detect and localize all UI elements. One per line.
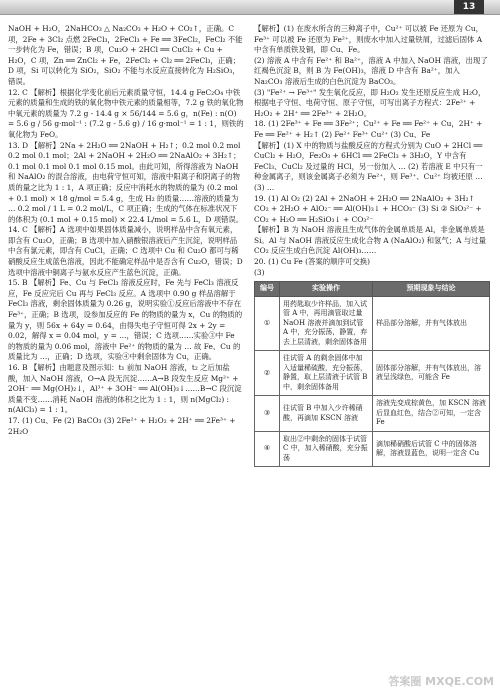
paragraph: 【解析】B 为 NaOH 溶液且生成气体的金属单质是 Al，非金属单质是 Si。Al 与 NaOH 溶液反应生成化合物 A (NaAlO₂) 和氢气；A 与过量 CO₂ 反应生成白色沉淀 Al(OH)₃…… (254, 225, 487, 256)
paragraph: 17. (1) Cu、Fe (2) BaCO₃ (3) 2Fe²⁺ + H₂O₂ + 2H⁺ ══ 2Fe³⁺ + 2H₂O (8, 415, 236, 436)
table-row (255, 396, 490, 432)
table-header-row (255, 282, 490, 297)
table-cell-result: 滴加稀硝酸后试管 C 中的固体溶解，溶液显蓝色，说明一定含 Cu (373, 431, 490, 467)
paragraph: (2) 溶液 A 中含有 Fe²⁺ 和 Ba²⁺，溶液 A 中加入 NaOH 溶液，出现了红褐色沉淀 B，则 B 为 Fe(OH)₃，溶液 D 中含有 Ba²⁺，加入 Na₂CO₃ 溶液后生成的白色沉淀为 BaCO₃。 (254, 55, 488, 86)
watermark: 答案圈 MXQE.COM (388, 675, 494, 688)
paragraph: 19. (1) Al O₂ (2) 2Al + 2NaOH + 2H₂O ══ 2NaAlO₂ + 3H₂↑ CO₂ + 2H₂O + AlO₂⁻ ══ Al(OH)₃↓ + HCO₃⁻ (3) Si ② SiO₃²⁻ + CO₂ + H₂O ══ H₂SiO₃↓ + CO₃²⁻ (254, 193, 482, 224)
table-cell-number: ③ (255, 396, 280, 432)
table-cell-operation: 往试管 B 中加入少许稀硝酸，再滴加 KSCN 溶液 (280, 396, 373, 432)
paragraph: (3) "Fe²⁺ → Fe³⁺" 发生氧化反应，即 H₂O₂ 发生还原反应生成 H₂O，根据电子守恒、电荷守恒、原子守恒，可写出离子方程式：2Fe²⁺ + H₂O₂ + 2H⁺ ══ 2Fe³⁺ + 2H₂O。 (254, 87, 486, 118)
right-column (254, 24, 490, 467)
paragraph: 【解析】(1) X 中的物质与盐酸反应的方程式分别为 CuO + 2HCl ══ CuCl₂ + H₂O，Fe₂O₃ + 6HCl ══ 2FeCl₃ + 3H₂O，Y 中含有 FeCl₃、CuCl₂ 及过量的 HCl，另一份加入 … (2) 若溶液 E 中只有一种金属离子，则该金属离子必须为 Fe²⁺，则 Fe³⁺、Cu²⁺ 均被还原 … (3) … (254, 140, 483, 192)
paragraph: 16. B 【解析】由题意及图示知：t₁ 前加 NaOH 溶液，t₂ 之后加盐酸，加入 NaOH 溶液，O→A 段无沉淀……A→B 段发生反应 Mg²⁺ + 2OH⁻ ══ Mg(OH)₂↓，Al³⁺ + 3OH⁻ ══ Al(OH)₃↓……B→C 段沉淀质量不变……消耗 NaOH 溶液的体积之比为 1 : 1，则 n(MgCl₂) : n(AlCl₃) = 1 : 1。 (8, 363, 242, 415)
paragraph: 【解析】(1) 在废水所含的三种离子中，Cu²⁺ 可以被 Fe 还原为 Cu，Fe³⁺ 可以被 Fe 还原为 Fe²⁺，则废水中加入过量铁屑，过滤后固体 A 中含有单质铁及铜，即 Cu、Fe。 (254, 24, 483, 55)
paragraph: 20. (1) Cu Fe (答案的顺序可交换) (254, 257, 371, 267)
column-header: 预期现象与结论 (373, 282, 490, 297)
table-cell-result: 样品部分溶解，并有气体放出 (373, 296, 490, 351)
table-row (255, 351, 490, 396)
paragraph: 13. D 【解析】2Na + 2H₂O ══ 2NaOH + H₂↑；0.2 mol 0.2 mol 0.2 mol 0.1 mol；2Al + 2NaOH + 2H₂O ══ 2NaAlO₂ + 3H₂↑；0.1 mol 0.1 mol 0.1 mol 0.15 mol。由此可知，所得溶液为 NaOH 和 NaAlO₂ 的混合溶液，由电荷守恒可知，溶液中阳离子和阴离子的物质的量之比为 1 : 1，A 项正确；反应中消耗水的物质的量为 (0.2 mol + 0.1 mol) × 18 g/mol = 5.4 g，生成 H₂ 的质量……溶液的质量为 … 0.2 mol / 1 L = 0.2 mol/L，C 项正确；生成的气体在标准状况下的体积为 (0.1 mol + 0.15 mol) × 22.4 L/mol = 5.6 L，D 项错误。 (8, 140, 244, 224)
paragraph: (3) (254, 267, 265, 277)
left-column (8, 24, 244, 437)
table-cell-number: ④ (255, 431, 280, 467)
table-cell-result: 溶液先变成棕黄色，加 KSCN 溶液后显血红色，结合②可知，一定含 Fe (373, 396, 490, 432)
table-row (255, 431, 490, 467)
paragraph: 15. B 【解析】Fe、Cu 与 FeCl₃ 溶液反应时，Fe 先与 FeCl₃ 溶液反应，Fe 反应完后 Cu 再与 FeCl₃ 反应。A 选项中 0.90 g 样品溶解于 FeCl₃ 溶液，剩余固体质量为 0.26 g，说明实验①反应后溶液中不存在 Fe³⁺，正确；B 选项，设参加反应的 Fe 的物质的量为 x，Cu 的物质的量为 y，则 56x + 64y = 0.64，由得失电子守恒可得 2x + 2y = 0.02，解得 x = 0.04 mol，y = …，错误；C 选项……实验③中 Fe 的物质的量为 0.06 mol，溶液中 Fe²⁺ 的物质的量为 … 故 Fe、Cu 的质量比为 …，正确；D 选项，实验④中剩余固体为 Cu，正确。 (8, 278, 243, 362)
table-cell-operation: 用药匙取少许样品，加入试管 A 中，再用滴管取过量 NaOH 溶液并滴加到试管 A 中，充分振荡，静置，弃去上层清液，剩余固体备用 (280, 296, 373, 351)
table-cell-operation: 取出②中剩余的固体于试管 C 中，加入稀硝酸，充分振荡 (280, 431, 373, 467)
table-cell-operation: 往试管 A 的剩余固体中加入适量稀硫酸，充分振荡，静置，取上层清液于试管 B 中，剩余固体备用 (280, 351, 373, 396)
paragraph: 12. C 【解析】根据化学变化前后元素质量守恒，14.4 g FeC₂O₄ 中铁元素的质量和生成的铁的氧化物中铁元素的质量相等，7.2 g 铁的氧化物中氧元素的质量为 7.2 g - 14.4 g × 56/144 = 5.6 g，n(Fe) : n(O) = 5.6 g / 56 g·mol⁻¹ : (7.2 g - 5.6 g) / 16 g·mol⁻¹ = 1 : 1，则铁的氧化物为 FeO。 (8, 87, 244, 139)
table-row (255, 296, 490, 351)
paragraph: 14. C 【解析】A 选项中如果固体质量减小，说明样品中含有氧元素，即含有 Cu₂O，正确；B 选项中加入硝酸银溶液后产生沉淀，说明样品中含有氯元素，即含有 CuCl，正确；C 选项中 Cu 和 Cu₂O 都可与稀硝酸反应生成蓝色溶液，因此不能确定样品中是否含有 Cu₂O，错误；D 选项中溶液中铜离子与氨水反应产生蓝色沉淀，正确。 (8, 225, 243, 277)
header-bar (0, 0, 500, 15)
table-cell-result: 固体部分溶解，并有气体放出，溶液呈浅绿色，可能含 Fe (373, 351, 490, 396)
table-cell-number: ① (255, 296, 280, 351)
paragraph: NaOH + H₂O，2NaHCO₃ △ Na₂CO₃ + H₂O + CO₂↑，正确。C 项，2Fe + 3Cl₂ 点燃 2FeCl₃，2FeCl₃ + Fe ══ 3FeCl₂，FeCl₂ 不能一步转化为 Fe，错误；B 项，Cu₂O + 2HCl ══ CuCl₂ + Cu + H₂O，C 项，Zn ══ ZnCl₂ + Fe，2FeCl₂ + Cl₂ ══ 2FeCl₃，正确；D 项，Si 可以转化为 SiO₂，SiO₂ 不能与水反应直接转化为 H₂SiO₃，错误。 (8, 24, 243, 86)
paragraph: 18. (1) 2Fe³⁺ + Fe ══ 3Fe²⁺；Cu²⁺ + Fe ══ Fe²⁺ + Cu，2H⁺ + Fe ══ Fe²⁺ + H₂↑ (2) Fe²⁺ Fe³⁺ Cu²⁺ (3) Cu、Fe (254, 119, 483, 139)
experiment-table (254, 281, 490, 467)
column-header: 编号 (255, 282, 280, 297)
table-cell-number: ② (255, 351, 280, 396)
page-number: 13 (454, 0, 484, 14)
column-header: 实验操作 (280, 282, 373, 297)
